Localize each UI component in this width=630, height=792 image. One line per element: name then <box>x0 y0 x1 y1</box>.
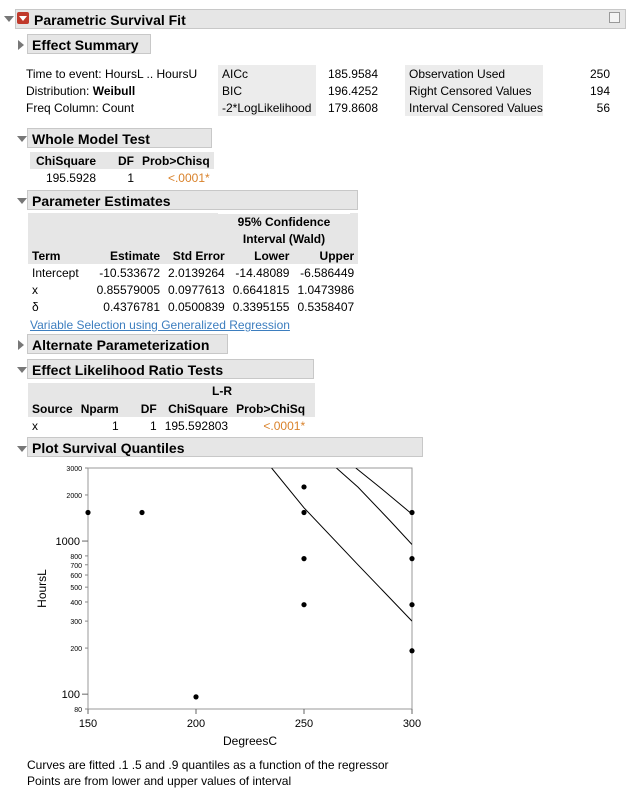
alt-param-toggle-icon[interactable] <box>18 340 24 350</box>
stats-values: 185.9584 196.4252 179.8608 <box>327 67 378 115</box>
y-axis-label: HoursL <box>35 569 49 608</box>
menu-arrow-icon <box>19 16 27 21</box>
plot-notes <box>27 757 389 789</box>
effect-summary-info: Time to event: HoursL .. HoursU Distribution: Weibull Freq Column: Count <box>26 67 198 115</box>
data-point <box>301 602 306 607</box>
whole-model-header[interactable]: Whole Model Test <box>27 128 212 148</box>
obs-values: 250 194 56 <box>589 67 610 115</box>
stats-labels: AICc BIC -2*LogLikelihood <box>222 67 312 115</box>
plot-toggle-icon[interactable] <box>17 446 27 452</box>
whole-model-toggle-icon[interactable] <box>17 136 27 142</box>
ci-header: 95% Confidence Interval (Wald) <box>237 215 331 246</box>
collapse-triangle-icon[interactable] <box>4 16 14 22</box>
param-estimates-table: Term Estimate Std Error Lower Upper Intercept -10.533672 2.0139264 -14.48089 -6.586449 x 0.85579005 0.0977613 0.6641815 1.0473986 δ 0.4376781 0.0500839 0.3395155 0.5358407 <box>28 247 358 315</box>
plot-frame <box>88 468 412 709</box>
data-point <box>409 602 414 607</box>
red-menu-icon[interactable] <box>17 12 29 24</box>
table-row: x 0.85579005 0.0977613 0.6641815 1.0473986 <box>32 282 355 297</box>
variable-selection-link[interactable]: Variable Selection using Generalized Regression <box>30 318 290 332</box>
effect-lr-table: Source Nparm DF ChiSquare Prob>ChiSq x 1 1 195.592803 <.0001* <box>28 400 309 434</box>
data-point <box>139 510 144 515</box>
x-tick-label: 150 <box>78 718 98 730</box>
lr-header: L-R <box>212 384 232 398</box>
table-row: δ 0.4376781 0.0500839 0.3395155 0.5358407 <box>32 299 355 314</box>
alt-param-header[interactable]: Alternate Parameterization <box>27 334 228 354</box>
window-icon[interactable] <box>609 12 620 23</box>
data-point <box>409 556 414 561</box>
y-minor-tick-label: 200 <box>70 646 82 654</box>
effect-summary-header[interactable]: Effect Summary <box>27 34 151 54</box>
y-tick-label: 100 <box>61 689 80 702</box>
y-minor-tick-label: 800 <box>70 553 82 561</box>
data-point <box>301 556 306 561</box>
main-panel-header <box>15 9 626 29</box>
whole-model-table: ChiSquare DF Prob>Chisq 195.5928 1 <.0001* <box>30 152 214 186</box>
y-minor-tick-label: 300 <box>70 619 82 627</box>
y-minor-tick-label: 400 <box>70 599 82 607</box>
obs-labels: Observation Used Right Censored Values Interval Censored Values <box>409 67 543 115</box>
plot-note-2: Points are from lower and upper values of interval <box>27 774 292 788</box>
effect-lr-toggle-icon[interactable] <box>17 367 27 373</box>
table-row: Intercept -10.533672 2.0139264 -14.48089 -6.586449 <box>32 265 355 280</box>
x-tick-label: 200 <box>186 718 206 730</box>
table-row: x 1 1 195.592803 <.0001* <box>32 418 306 433</box>
data-point <box>409 510 414 515</box>
data-point <box>85 510 90 515</box>
y-minor-tick-label: 700 <box>70 562 82 570</box>
plot-header[interactable]: Plot Survival Quantiles <box>27 437 423 457</box>
plot-note-1: Curves are fitted .1 .5 and .9 quantiles as a function of the regressor <box>27 758 389 772</box>
data-point <box>301 484 306 489</box>
param-estimates-toggle-icon[interactable] <box>17 198 27 204</box>
survival-quantile-plot <box>0 458 630 758</box>
x-axis-label: DegreesC <box>222 734 278 748</box>
y-minor-tick-label: 2000 <box>66 492 82 500</box>
data-point <box>409 648 414 653</box>
y-minor-tick-label: 600 <box>70 573 82 581</box>
effect-summary-toggle-icon[interactable] <box>18 40 24 50</box>
data-point <box>301 510 306 515</box>
x-tick-label: 300 <box>402 718 422 730</box>
y-minor-tick-label: 3000 <box>66 466 82 473</box>
main-title: Parametric Survival Fit <box>34 12 186 28</box>
data-point <box>193 694 198 699</box>
y-minor-tick-label: 500 <box>70 585 82 593</box>
y-tick-label: 1000 <box>55 536 80 549</box>
y-minor-tick-label: 80 <box>74 707 82 714</box>
x-tick-label: 250 <box>294 718 314 730</box>
param-estimates-header[interactable]: Parameter Estimates <box>27 190 358 210</box>
effect-lr-header[interactable]: Effect Likelihood Ratio Tests <box>27 359 314 379</box>
